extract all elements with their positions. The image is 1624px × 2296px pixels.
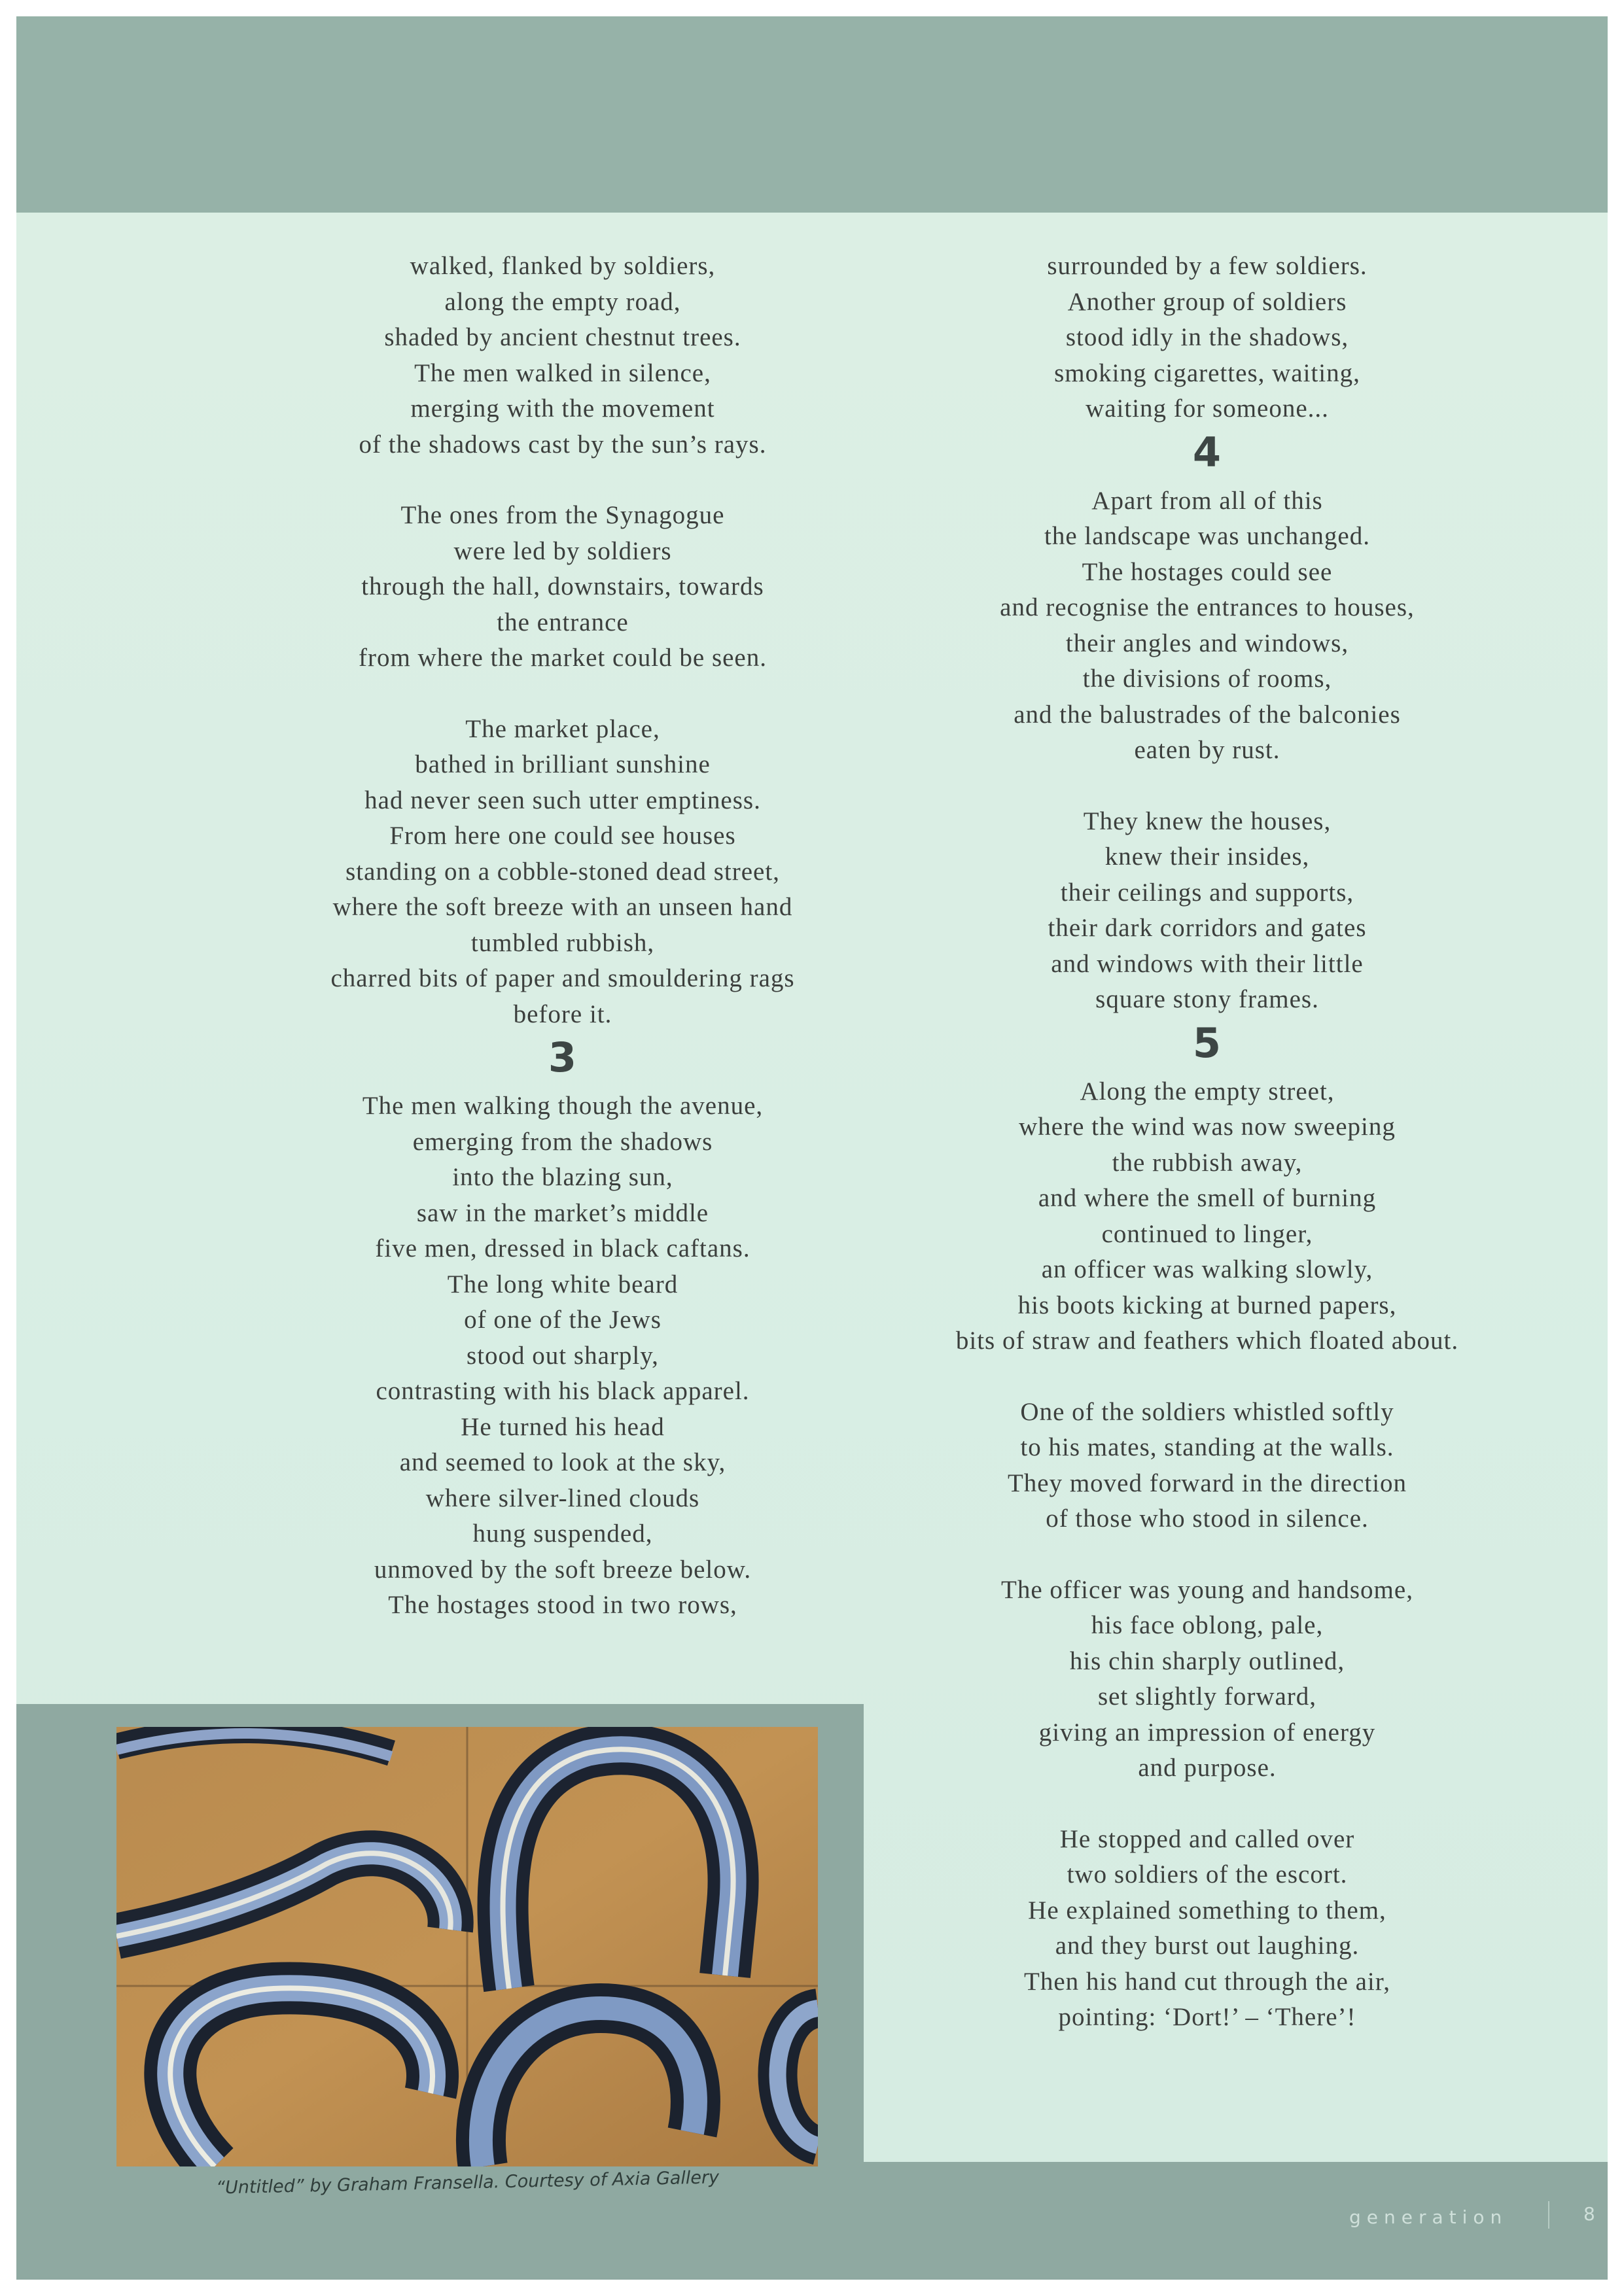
poem-line: walked, flanked by soldiers, <box>410 252 716 280</box>
poem-line: the rubbish away, <box>1112 1148 1303 1177</box>
poem-line: two soldiers of the escort. <box>1067 1860 1348 1888</box>
poem-line: the landscape was unchanged. <box>1044 522 1370 550</box>
section-number: 4 <box>1192 428 1222 476</box>
stanza <box>893 1573 1521 1786</box>
poem-line: into the blazing sun, <box>452 1163 673 1191</box>
page-number: 8 <box>1583 2203 1595 2225</box>
footer-magazine-name: generation <box>1349 2206 1508 2228</box>
poem-line: One of the soldiers whistled softly <box>1020 1397 1394 1426</box>
poem-line: charred bits of paper and smouldering rags <box>330 964 795 992</box>
poem-line: set slightly forward, <box>1097 1682 1317 1711</box>
poem-line: their angles and windows, <box>1065 629 1349 657</box>
poem-line: The men walked in silence, <box>414 358 711 387</box>
poem-line: continued to linger, <box>1101 1219 1313 1248</box>
poem-line: knew their insides, <box>1104 843 1310 871</box>
poem-line: the divisions of rooms, <box>1082 665 1332 693</box>
poem-line: The hostages stood in two rows, <box>388 1591 737 1619</box>
poem-line: saw in the market’s middle <box>416 1198 709 1227</box>
poem-line: and recognise the entrances to houses, <box>1000 593 1415 621</box>
artwork-image <box>116 1727 818 2166</box>
poem-line: hung suspended, <box>472 1520 653 1548</box>
poem-line: tumbled rubbish, <box>470 928 655 957</box>
stanza <box>893 804 1521 1018</box>
poem-line: standing on a cobble-stoned dead street, <box>345 857 780 886</box>
poem-line: waiting for someone... <box>1086 394 1329 423</box>
poem-line: bathed in brilliant sunshine <box>415 750 711 778</box>
poem-line: where the soft breeze with an unseen hand <box>332 893 793 921</box>
poem-line: emerging from the shadows <box>412 1127 713 1156</box>
poem-line: and windows with their little <box>1051 949 1364 978</box>
poem-line: the entrance <box>497 608 629 636</box>
poem-line: The hostages could see <box>1082 557 1333 586</box>
poem-line: contrasting with his black apparel. <box>376 1377 750 1405</box>
poem-line: where the wind was now sweeping <box>1019 1113 1396 1141</box>
poem-line: their dark corridors and gates <box>1048 914 1367 942</box>
poem-line: stood idly in the shadows, <box>1065 323 1349 351</box>
poem-line: and seemed to look at the sky, <box>399 1448 726 1476</box>
poem-left-column <box>249 249 877 1659</box>
poem-line: The ones from the Synagogue <box>400 501 725 529</box>
poem-line: surrounded by a few soldiers. <box>1047 252 1368 280</box>
poem-line: before it. <box>513 1000 612 1028</box>
poem-line: his face oblong, pale, <box>1091 1611 1324 1639</box>
poem-line: shaded by ancient chestnut trees. <box>384 323 741 351</box>
poem-line: From here one could see houses <box>389 822 736 850</box>
stanza <box>893 249 1521 427</box>
poem-line: giving an impression of energy <box>1038 1718 1376 1747</box>
poem-line: The long white beard <box>447 1270 679 1298</box>
poem-line: were led by soldiers <box>453 536 672 565</box>
poem-line: Another group of soldiers <box>1067 287 1347 316</box>
poem-line: They knew the houses, <box>1083 807 1332 835</box>
poem-line: and they burst out laughing. <box>1055 1932 1360 1960</box>
poem-line: Along the empty street, <box>1080 1077 1335 1105</box>
poem-line: along the empty road, <box>444 287 681 316</box>
poem-line: his chin sharply outlined, <box>1069 1646 1345 1675</box>
poem-line: of those who stood in silence. <box>1046 1505 1369 1533</box>
poem-line: He explained something to them, <box>1028 1896 1386 1924</box>
poem-line: five men, dressed in black caftans. <box>375 1234 750 1262</box>
top-color-band <box>16 16 1608 213</box>
section-number: 5 <box>1192 1018 1222 1067</box>
stanza <box>249 1035 877 1624</box>
poem-line: an officer was walking slowly, <box>1041 1255 1373 1283</box>
poem-line: The officer was young and handsome, <box>1001 1575 1413 1604</box>
stanza <box>893 430 1521 769</box>
section-number: 3 <box>548 1034 578 1081</box>
poem-line: smoking cigarettes, waiting, <box>1054 358 1360 387</box>
artwork-caption: “Untitled” by Graham Fransella. Courtesy of Axia Gallery <box>215 2167 720 2199</box>
poem-line: pointing: ‘Dort!’ – ‘There’! <box>1058 2003 1356 2031</box>
poem-line: of one of the Jews <box>464 1306 662 1334</box>
poem-line: to his mates, standing at the walls. <box>1020 1433 1394 1461</box>
footer-separator <box>1548 2201 1549 2229</box>
poem-line: from where the market could be seen. <box>358 644 767 672</box>
poem-line: He stopped and called over <box>1059 1824 1355 1853</box>
poem-line: eaten by rust. <box>1134 736 1280 764</box>
poem-line: through the hall, downstairs, towards <box>361 572 764 600</box>
poem-line: bits of straw and feathers which floated about. <box>955 1327 1459 1355</box>
poem-line: square stony frames. <box>1095 985 1319 1013</box>
poem-line: They moved forward in the direction <box>1007 1469 1407 1497</box>
poem-line: and purpose. <box>1138 1754 1277 1782</box>
poem-line: and where the smell of burning <box>1038 1184 1377 1212</box>
poem-line: The market place, <box>465 714 660 743</box>
poem-line: his boots kicking at burned papers, <box>1017 1291 1397 1319</box>
poem-line: stood out sharply, <box>467 1341 659 1370</box>
poem-line: merging with the movement <box>410 394 715 423</box>
stanza <box>249 712 877 1033</box>
poem-line: and the balustrades of the balconies <box>1014 700 1401 729</box>
poem-line: Apart from all of this <box>1091 486 1323 515</box>
stanza <box>893 1395 1521 1537</box>
stanza <box>249 498 877 676</box>
stanza <box>893 1822 1521 2036</box>
poem-line: had never seen such utter emptiness. <box>364 786 761 814</box>
stanza <box>893 1020 1521 1359</box>
poem-line: Then his hand cut through the air, <box>1024 1967 1390 1996</box>
poem-line: where silver-lined clouds <box>425 1484 700 1512</box>
poem-line: of the shadows cast by the sun’s rays. <box>359 430 767 459</box>
poem-right-column <box>893 249 1521 2071</box>
poem-line: their ceilings and supports, <box>1060 878 1354 907</box>
poem-line: The men walking though the avenue, <box>362 1092 764 1120</box>
stanza <box>249 249 877 462</box>
poem-line: unmoved by the soft breeze below. <box>374 1555 752 1584</box>
poem-line: He turned his head <box>461 1412 665 1441</box>
